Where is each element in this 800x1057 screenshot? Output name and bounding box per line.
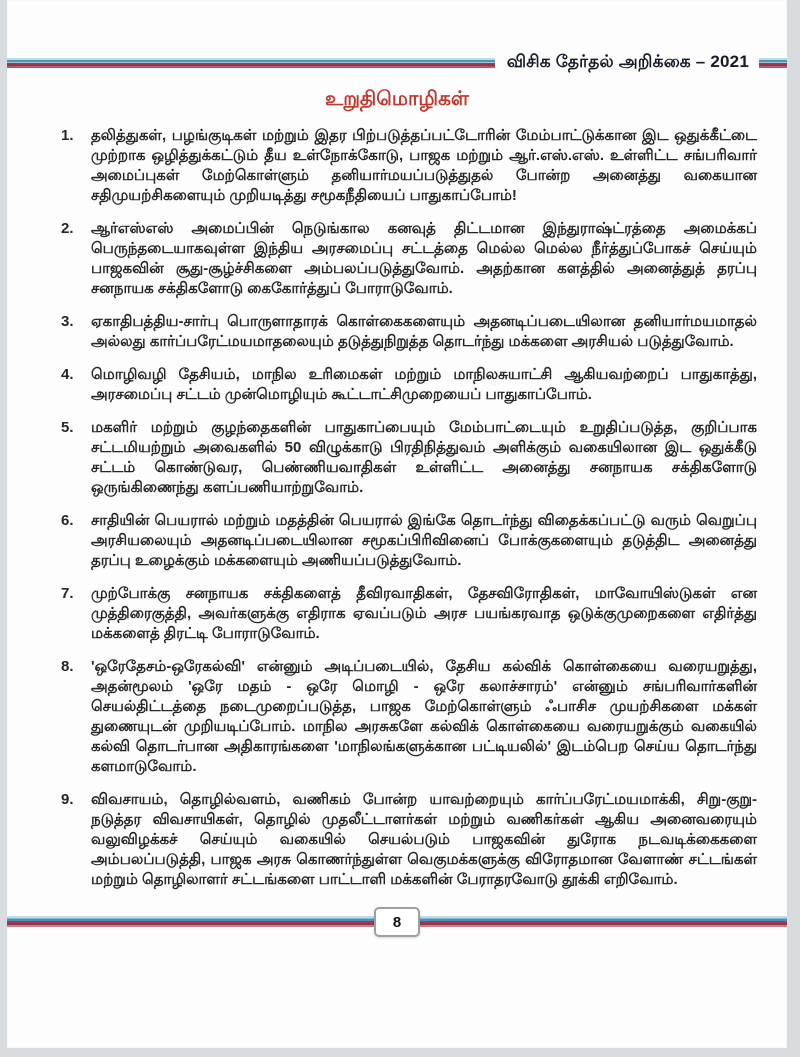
list-item-number: 4. — [61, 366, 74, 383]
list-item-text: தலித்துகள், பழங்குடிகள் மற்றும் இதர பிற்படுத்தப்பட்டோரின் மேம்பாட்டுக்கான இட ஒதுக்கீட்டை முற்றாக ஒழித்துக்கட்டும் தீய உள்நோக்கோடு, பாஜக மற்றும் ஆர்.எஸ்.எஸ். உள்ளிட்ட சங்பரிவார் அமைப்புகள் மேற்கொள்ளும் தனியார்மயப்படுத்துதல் போன்ற அனைத்து வகையான சதிமுயற்சிகளையும் முறியடித்து சமூகநீதியைப் பாதுகாப்போம்! — [91, 127, 757, 204]
list-item — [61, 418, 757, 498]
list-item-text: விவசாயம், தொழில்வளம், வணிகம் போன்ற யாவற்றையும் கார்ப்பரேட்மயமாக்கி, சிறு-குறு-நடுத்தர விவசாயிகள், தொழில் முதலீட்டாளர்கள் மற்றும் வணிகர்கள் ஆகிய அனைவரையும் வலுவிழக்கச் செய்யும் வகையில் செயல்படும் பாஜகவின் துரோக நடவடிக்கைகளை அம்பலப்படுத்தி, பாஜக அரசு கொணர்ந்துள்ள வெகுமக்களுக்கு விரோதமான வேளாண் சட்டங்கள் மற்றும் தொழிலாளர் சட்டங்களை பாட்டாளி மக்களின் பேராதரவோடு தூக்கி எறிவோம். — [91, 791, 757, 888]
list-item-number: 7. — [61, 585, 74, 602]
list-item-number: 2. — [61, 220, 74, 237]
list-item-text: மொழிவழி தேசியம், மாநில உரிமைகள் மற்றும் மாநிலசுயாட்சி ஆகியவற்றைப் பாதுகாத்து, அரசமைப்பு சட்டம் முன்மொழியும் கூட்டாட்சிமுறையைப் பாதுகாப்போம். — [91, 366, 757, 403]
document-page — [7, 0, 787, 1048]
list-item-number: 6. — [61, 512, 74, 529]
page-title: உறுதிமொழிகள் — [325, 88, 469, 110]
list-item — [61, 657, 757, 777]
list-item — [61, 219, 757, 299]
page-number-badge — [374, 907, 420, 937]
list-item-number: 8. — [61, 658, 74, 675]
pledges-list — [61, 126, 757, 903]
list-item — [61, 126, 757, 206]
list-item-text: முற்போக்கு சனநாயக சக்திகளைத் தீவிரவாதிகள், தேசவிரோதிகள், மாவோயிஸ்டுகள் என முத்திரைகுத்தி, அவர்களுக்கு எதிராக ஏவப்படும் அரச பயங்கரவாத ஒடுக்குமுறைகளை எதிர்த்து மக்களைத் திரட்டி போராடுவோம். — [91, 585, 757, 642]
list-item-text: ஆர்எஸ்எஸ் அமைப்பின் நெடுங்கால கனவுத் திட்டமான இந்துராஷ்ட்ரத்தை அமைக்கப் பெருந்தடையாகவுள்ள இந்திய அரசமைப்பு சட்டத்தை மெல்ல மெல்ல நீர்த்துப்போகச் செய்யும் பாஜகவின் சூது-சூழ்ச்சிகளை அம்பலப்படுத்துவோம். அதற்கான களத்தில் அனைத்துத் தரப்பு சனநாயக சக்திகளோடு கைகோர்த்துப் போராடுவோம். — [91, 220, 757, 297]
header-stripe-right — [759, 58, 787, 68]
list-item — [61, 312, 757, 352]
header-stripe-left — [7, 58, 495, 68]
page-number: 8 — [392, 913, 402, 931]
list-item — [61, 511, 757, 571]
list-item-text: சாதியின் பெயரால் மற்றும் மதத்தின் பெயரால் இங்கே தொடர்ந்து விதைக்கப்பட்டு வரும் வெறுப்பு அரசியலையும் அதனடிப்படையிலான சமூகப்பிரிவினைப் போக்குகளையும் தடுத்திட அனைத்து தரப்பு உழைக்கும் மக்களையும் அணியப்படுத்துவோம். — [91, 512, 757, 569]
list-item-number: 9. — [61, 791, 74, 808]
list-item-number: 3. — [61, 313, 74, 330]
document-header-title: விசிக தேர்தல் அறிக்கை – 2021 — [506, 52, 749, 71]
list-item — [61, 790, 757, 890]
list-item-text: 'ஒரேதேசம்-ஒரேகல்வி' என்னும் அடிப்படையில், தேசிய கல்விக் கொள்கையை வரையறுத்து, அதன்மூலம் 'ஒரே மதம் - ஒரே மொழி - ஒரே கலாச்சாரம்' என்னும் சங்பரிவார்களின் செயல்திட்டத்தை நடைமுறைப்படுத்த, பாஜக மேற்கொள்ளும் ஃபாசிச முயற்சிகளை மக்கள் துணையுடன் முறியடிப்போம். மாநில அரசுகளே கல்விக் கொள்கையை வரையறுக்கும் வகையில் கல்வி தொடர்பான அதிகாரங்களை 'மாநிலங்களுக்கான பட்டியலில்' இடம்பெற செய்ய தொடர்ந்து களமாடுவோம். — [91, 658, 757, 775]
list-item — [61, 584, 757, 644]
list-item — [61, 365, 757, 405]
list-item-number: 1. — [61, 127, 74, 144]
footer-stripe — [7, 913, 787, 931]
list-item-number: 5. — [61, 419, 74, 436]
page-header — [7, 52, 787, 74]
list-item-text: மகளிர் மற்றும் குழந்தைகளின் பாதுகாப்பையும் மேம்பாட்டையும் உறுதிப்படுத்த, குறிப்பாக சட்டமியற்றும் அவைகளில் 50 விழுக்காடு பிரதிநித்துவம் அளிக்கும் வகையிலான இட ஒதுக்கீடு சட்டம் கொண்டுவர, பெண்ணியவாதிகள் உள்ளிட்ட அனைத்து சனநாயக சக்திகளோடு ஒருங்கிணைந்து களப்பணியாற்றுவோம். — [91, 419, 757, 496]
list-item-text: ஏகாதிபத்திய-சார்பு பொருளாதாரக் கொள்கைகளையும் அதனடிப்படையிலான தனியார்மயமாதல் அல்லது கார்ப்பரேட்மயமாதலையும் தடுத்துநிறுத்த தொடர்ந்து மக்களை அரசியல் படுத்துவோம். — [91, 313, 757, 350]
